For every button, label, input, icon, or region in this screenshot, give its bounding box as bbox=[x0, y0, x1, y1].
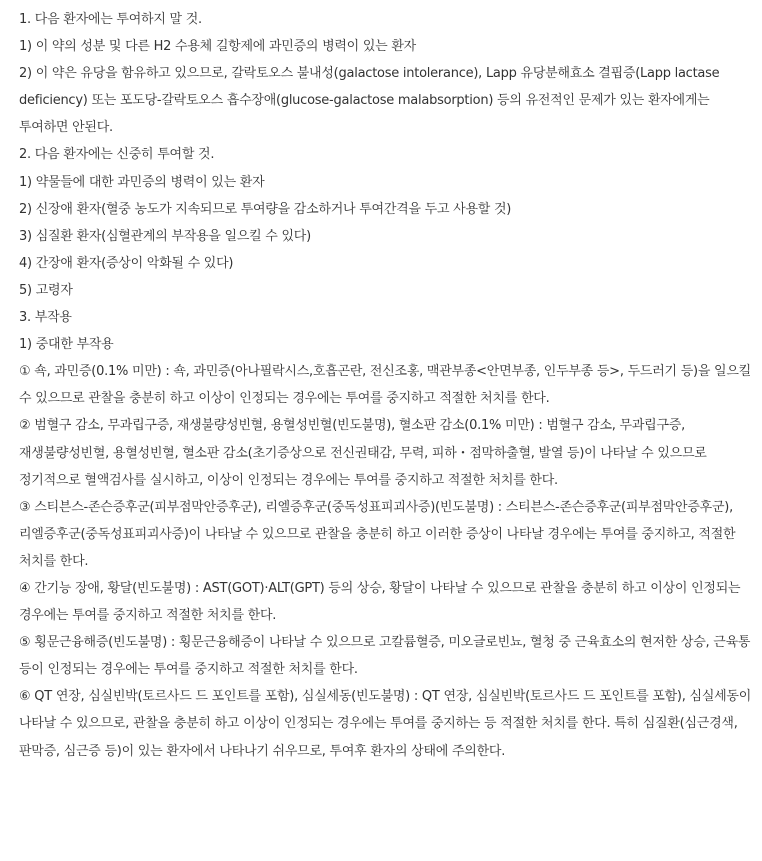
document-text bbox=[19, 6, 758, 765]
list-item: ① 쇽, 과민증(0.1% 미만) : 쇽, 과민증(아나필락시스,호흡곤란, 전신조홍, 맥관부종<안면부종, 인두부종 등>, 두드러기 등)을 일으킬 수 있으므로 관찰을 충분히 하고 이상이 인정되는 경우에는 투여를 중지하고 적절한 처치를 한다. bbox=[19, 364, 751, 407]
list-item: ⑤ 횡문근융해증(빈도불명) : 횡문근융해증이 나타날 수 있으므로 고칼륨혈증, 미오글로빈뇨, 혈청 중 근육효소의 현저한 상승, 근육통 등이 인정되는 경우에는 투여를 중지하고 적절한 처치를 한다. bbox=[19, 635, 751, 678]
list-item: ④ 간기능 장애, 황달(빈도불명) : AST(GOT)·ALT(GPT) 등의 상승, 황달이 나타날 수 있으므로 관찰을 충분히 하고 이상이 인정되는 경우에는 투여를 중지하고 적절한 처치를 한다. bbox=[19, 580, 741, 624]
section-heading-contraindications: 1. 다음 환자에는 투여하지 말 것. bbox=[19, 12, 202, 27]
list-item: 1) 약물들에 대한 과민증의 병력이 있는 환자 bbox=[19, 174, 265, 190]
list-item: ② 범혈구 감소, 무과립구증, 재생불량성빈혈, 용혈성빈혈(빈도불명), 혈소판 감소(0.1% 미만) : 범혈구 감소, 무과립구증, 재생불량성빈혈, 용혈성빈혈, 혈소판 감소(초기증상으로 전신권태감, 무력, 피하・점막하출혈, 발열 등)이 나타날 수 있으므로 정기적으로 혈액검사를 실시하고, 이상이 인정되는 경우에는 투여를 중지하고 적절한 처치를 한다. bbox=[19, 418, 707, 488]
subsection-heading-serious-adverse-effects: 1) 중대한 부작용 bbox=[19, 337, 114, 353]
list-item: 2) 이 약은 유당을 함유하고 있으므로, 갈락토오스 불내성(galactose intolerance), Lapp 유당분해효소 결핍증(Lapp lactase deficiency) 또는 포도당-갈락토오스 흡수장애(glucose-galactose malabsorption) 등의 유전적인 문제가 있는 환자에게는 투여하면 안된다. bbox=[19, 66, 720, 136]
list-item: ③ 스티븐스-존슨증후군(피부점막안증후군), 리엘증후군(중독성표피괴사증)(빈도불명) : 스티븐스-존슨증후군(피부점막안증후군), 리엘증후군(중독성표피괴사증)이 나타날 수 있으므로 관찰을 충분히 하고 이러한 증상이 나타날 경우에는 투여를 중지하고, 적절한 처치를 한다. bbox=[19, 499, 736, 569]
list-item: 5) 고령자 bbox=[19, 282, 73, 298]
section-heading-adverse-effects: 3. 부작용 bbox=[19, 310, 72, 326]
list-item: 3) 심질환 환자(심혈관계의 부작용을 일으킬 수 있다) bbox=[19, 228, 311, 244]
section-heading-careful-administration: 2. 다음 환자에는 신중히 투여할 것. bbox=[19, 147, 215, 163]
list-item: ⑥ QT 연장, 심실빈박(토르사드 드 포인트를 포함), 심실세동(빈도불명) : QT 연장, 심실빈박(토르사드 드 포인트를 포함), 심실세동이 나타날 수 있으므로, 관찰을 충분히 하고 이상이 인정되는 경우에는 투여를 중지하는 등 적절한 처치를 한다. 특히 심질환(심근경색, 판막증, 심근증 등)이 있는 환자에서 나타나기 쉬우므로, 투여후 환자의 상태에 주의한다. bbox=[19, 689, 752, 759]
list-item: 4) 간장애 환자(증상이 악화될 수 있다) bbox=[19, 255, 234, 271]
list-item: 2) 신장애 환자(혈중 농도가 지속되므로 투여량을 감소하거나 투여간격을 두고 사용할 것) bbox=[19, 201, 512, 217]
list-item: 1) 이 약의 성분 및 다른 H2 수용체 길항제에 과민증의 병력이 있는 환자 bbox=[19, 39, 416, 55]
